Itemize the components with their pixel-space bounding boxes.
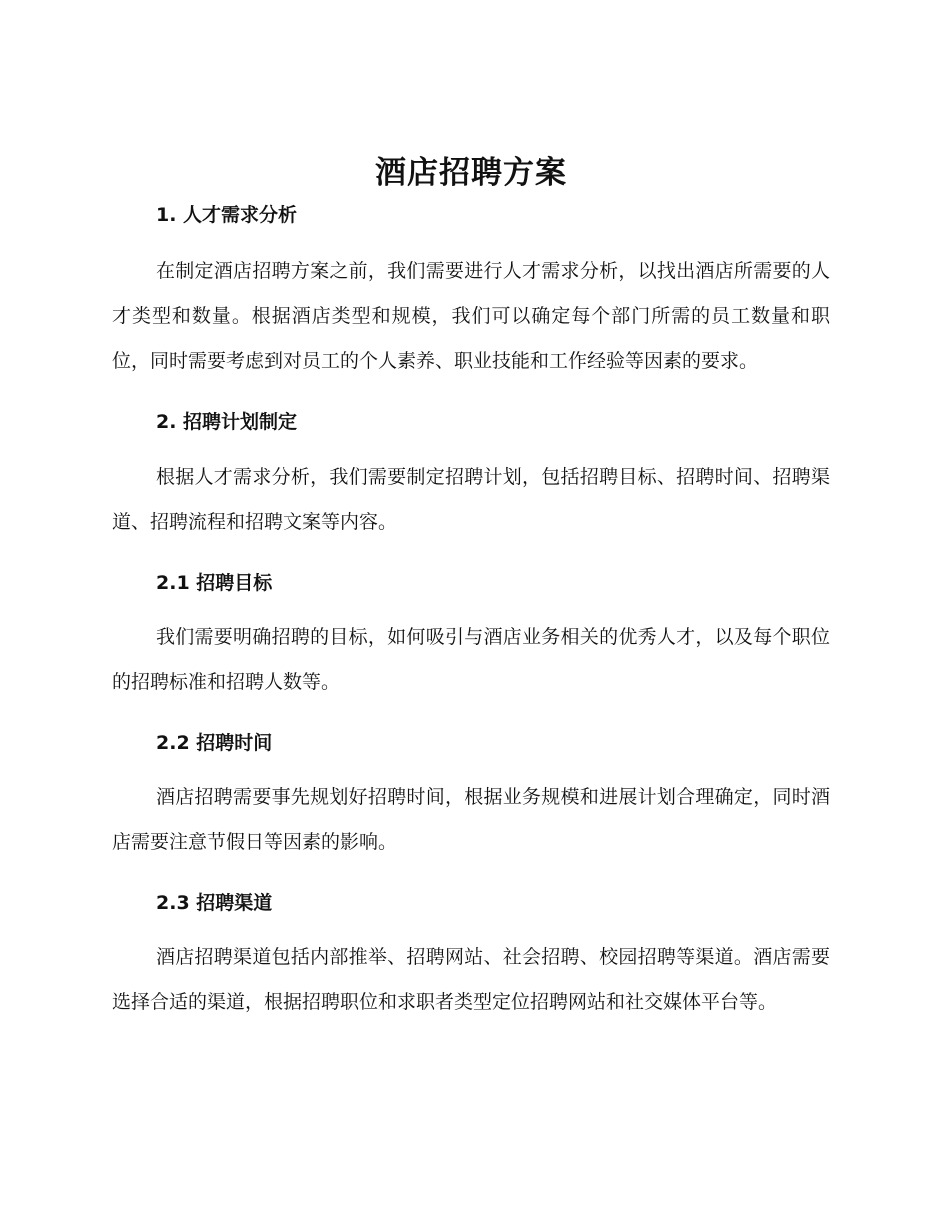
section-heading-recruitment-channels: 2.3 招聘渠道	[156, 892, 273, 914]
document-title: 酒店招聘方案	[375, 155, 567, 191]
section-heading-recruitment-goal: 2.1 招聘目标	[156, 572, 273, 594]
section-heading-recruitment-time: 2.2 招聘时间	[156, 732, 273, 754]
section-paragraph-recruitment-plan: 根据人才需求分析，我们需要制定招聘计划，包括招聘目标、招聘时间、招聘渠道、招聘流程和招聘文案等内容。	[112, 466, 830, 533]
section-heading-recruitment-plan: 2. 招聘计划制定	[156, 411, 298, 433]
section-heading-talent-needs: 1. 人才需求分析	[156, 204, 298, 226]
section-paragraph-talent-needs: 在制定酒店招聘方案之前，我们需要进行人才需求分析，以找出酒店所需要的人才类型和数量。根据酒店类型和规模，我们可以确定每个部门所需的员工数量和职位，同时需要考虑到对员工的个人素养、职业技能和工作经验等因素的要求。	[112, 260, 830, 372]
section-paragraph-recruitment-goal: 我们需要明确招聘的目标，如何吸引与酒店业务相关的优秀人才，以及每个职位的招聘标准和招聘人数等。	[112, 626, 830, 693]
section-paragraph-recruitment-channels: 酒店招聘渠道包括内部推举、招聘网站、社会招聘、校园招聘等渠道。酒店需要选择合适的渠道，根据招聘职位和求职者类型定位招聘网站和社交媒体平台等。	[112, 946, 830, 1013]
section-paragraph-recruitment-time: 酒店招聘需要事先规划好招聘时间，根据业务规模和进展计划合理确定，同时酒店需要注意节假日等因素的影响。	[112, 786, 830, 853]
